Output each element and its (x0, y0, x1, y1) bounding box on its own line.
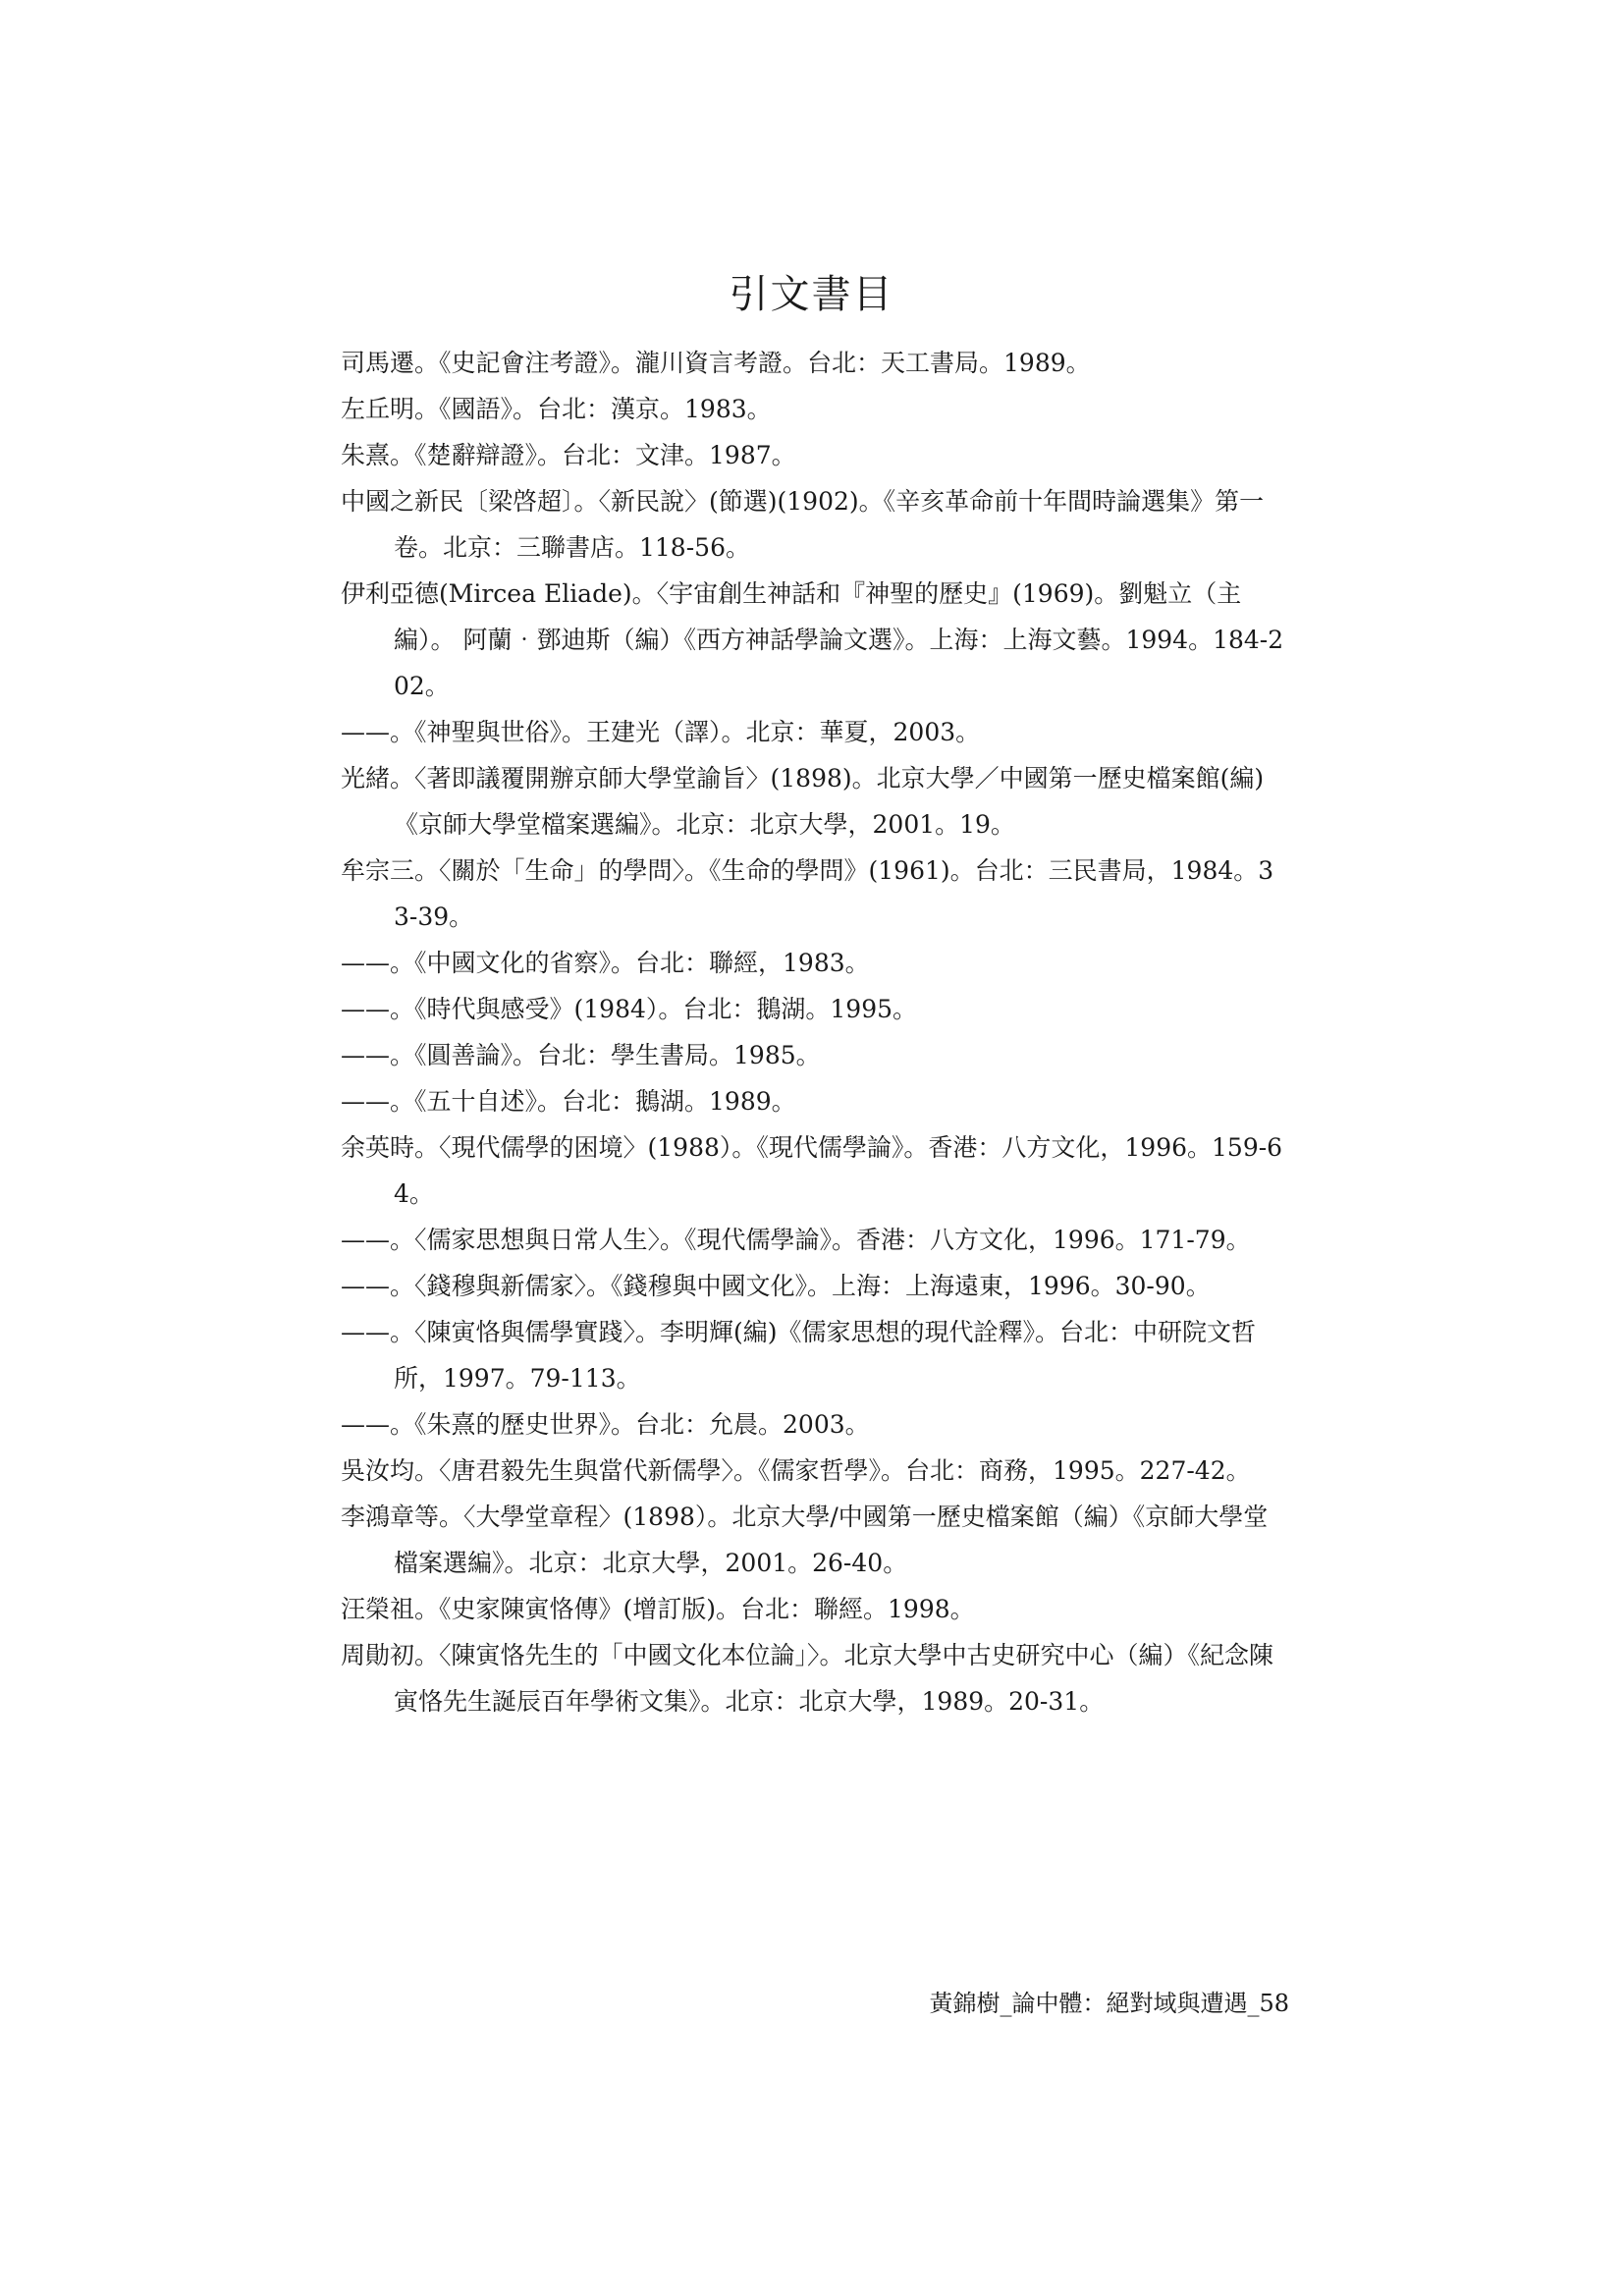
bibliography-entry: ——。〈儒家思想與日常人生〉。《現代儒學論》。香港：八方文化，1996。171-79。 (341, 1226, 1251, 1254)
bibliography-entry: 牟宗三。〈關於「生命」的學問〉。《生命的學問》(1961)。台北：三民書局，1984。33-39。 (341, 856, 1274, 931)
bibliography-entry: ——。《朱熹的歷史世界》。台北：允晨。2003。 (341, 1410, 870, 1439)
bibliography-entry: ——。《五十自述》。台北：鵝湖。1989。 (341, 1087, 796, 1116)
bibliography-entry: 余英時。〈現代儒學的困境〉(1988）。《現代儒學論》。香港：八方文化，1996。159-64。 (341, 1133, 1283, 1208)
bibliography-entry: 吳汝均。〈唐君毅先生與當代新儒學〉。《儒家哲學》。台北：商務，1995。227-42。 (341, 1456, 1251, 1485)
bibliography-entry: ——。《神聖與世俗》。王建光（譯）。北京：華夏，2003。 (341, 718, 981, 746)
bibliography-entry: 李鴻章等。〈大學堂章程〉(1898）。北京大學/中國第一歷史檔案館（編）《京師大學堂檔案選編》。北京：北京大學，2001。26-40。 (341, 1503, 1269, 1577)
bibliography-entry: 左丘明。《國語》。台北：漢京。1983。 (341, 395, 772, 423)
bibliography-entry: 司馬遷。《史記會注考證》。瀧川資言考證。台北：天工書局。1989。 (341, 349, 1091, 377)
bibliography-entry: ——。《時代與感受》(1984）。台北：鵝湖。1995。 (341, 995, 918, 1023)
bibliography-entry: ——。《圓善論》。台北：學生書局。1985。 (341, 1041, 821, 1069)
bibliography-entry: 周勛初。〈陳寅恪先生的「中國文化本位論」〉。北京大學中古史研究中心（編）《紀念陳寅恪先生誕辰百年學術文集》。北京：北京大學，1989。20-31。 (341, 1641, 1274, 1716)
bibliography-entry: 朱熹。《楚辭辯證》。台北：文津。1987。 (341, 441, 796, 469)
page-title: 引文書目 (729, 272, 894, 317)
bibliography-entry: 汪榮祖。《史家陳寅恪傳》(增訂版)。台北：聯經。1998。 (341, 1595, 975, 1623)
bibliography-entry: ——。〈錢穆與新儒家〉。《錢穆與中國文化》。上海：上海遠東，1996。30-90。 (341, 1272, 1211, 1300)
bibliography-entry: ——。〈陳寅恪與儒學實踐〉。李明輝(編)《儒家思想的現代詮釋》。台北：中研院文哲所，1997。79-113。 (341, 1318, 1257, 1393)
page-footer: 黃錦樹_論中體：絕對域與遭遇_58 (929, 1990, 1289, 2017)
bibliography-list (341, 340, 1289, 1724)
bibliography-entry: 伊利亞德(Mircea Eliade)。〈宇宙創生神話和『神聖的歷史』(1969)。劉魁立（主編）。 阿蘭‧鄧迪斯（編）《西方神話學論文選》。上海：上海文藝。1994。184-202。 (341, 579, 1284, 700)
bibliography-entry: 中國之新民〔梁啓超〕。〈新民說〉(節選)(1902)。《辛亥革命前十年間時論選集》第一卷。北京：三聯書店。118-56。 (341, 487, 1265, 562)
bibliography-entry: 光緒。〈著即議覆開辦京師大學堂諭旨〉(1898)。北京大學／中國第一歷史檔案館(編)《京師大學堂檔案選編》。北京：北京大學，2001。19。 (341, 764, 1265, 839)
bibliography-entry: ——。《中國文化的省察》。台北：聯經，1983。 (341, 949, 870, 977)
